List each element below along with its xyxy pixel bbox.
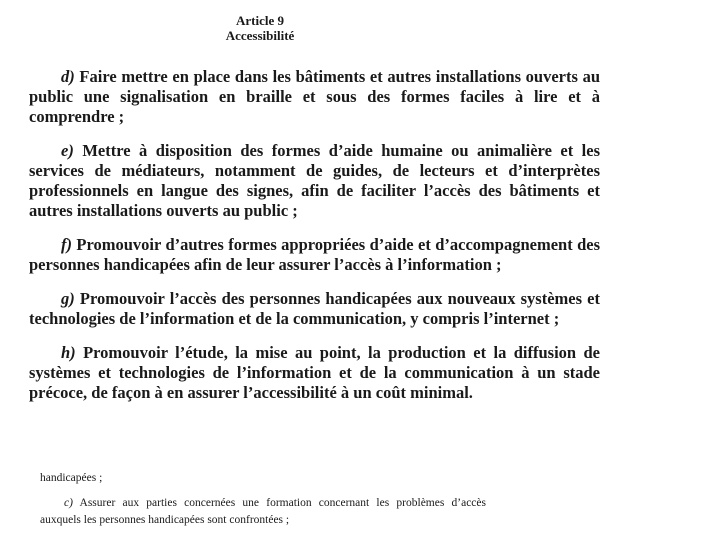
paragraph-f-letter: f) [61, 235, 72, 254]
paragraph-h [29, 343, 600, 403]
tail-paragraph-c [40, 495, 486, 529]
paragraph-e-text: Mettre à disposition des formes d’aide humaine ou animalière et les services de médiateurs, notamment de guides, de lecteurs et d’interprètes professionnels en langue des signes, afin de faciliter l’accès des bâtiments et autres installations ouverts au public ; [29, 141, 600, 220]
tail-fragment: handicapées ; [40, 472, 103, 484]
paragraph-f [29, 235, 600, 275]
tail-paragraph-c-text: Assurer aux parties concernées une formation concernant les problèmes d’accès auxquels les personnes handicapées sont confrontées ; [40, 497, 486, 526]
paragraph-h-text: Promouvoir l’étude, la mise au point, la production et la diffusion de systèmes et technologies de l’information et de la communication à un stade précoce, de façon à en assurer l’accessibilité à un coût minimal. [29, 343, 600, 402]
article-number: Article 9 [235, 13, 284, 28]
paragraph-d [29, 67, 600, 127]
paragraph-e [29, 141, 600, 221]
article-title: Accessibilité [225, 28, 295, 43]
paragraph-g-text: Promouvoir l’accès des personnes handicapées aux nouveaux systèmes et technologies de l’information et de la communication, y compris l’internet ; [29, 289, 600, 328]
paragraph-e-letter: e) [61, 141, 74, 160]
paragraph-h-letter: h) [61, 343, 76, 362]
paragraph-d-letter: d) [61, 67, 75, 86]
paragraph-g [29, 289, 600, 329]
paragraph-g-letter: g) [61, 289, 75, 308]
tail-paragraph-c-letter: c) [64, 497, 73, 509]
article-heading [205, 13, 315, 43]
paragraph-d-text: Faire mettre en place dans les bâtiments et autres installations ouverts au public une signalisation en braille et sous des formes faciles à lire et à comprendre ; [29, 67, 601, 126]
paragraph-f-text: Promouvoir d’autres formes appropriées d’aide et d’accompagnement des personnes handicapées afin de leur assurer l’accès à l’information ; [29, 235, 601, 274]
article-body [29, 67, 600, 417]
